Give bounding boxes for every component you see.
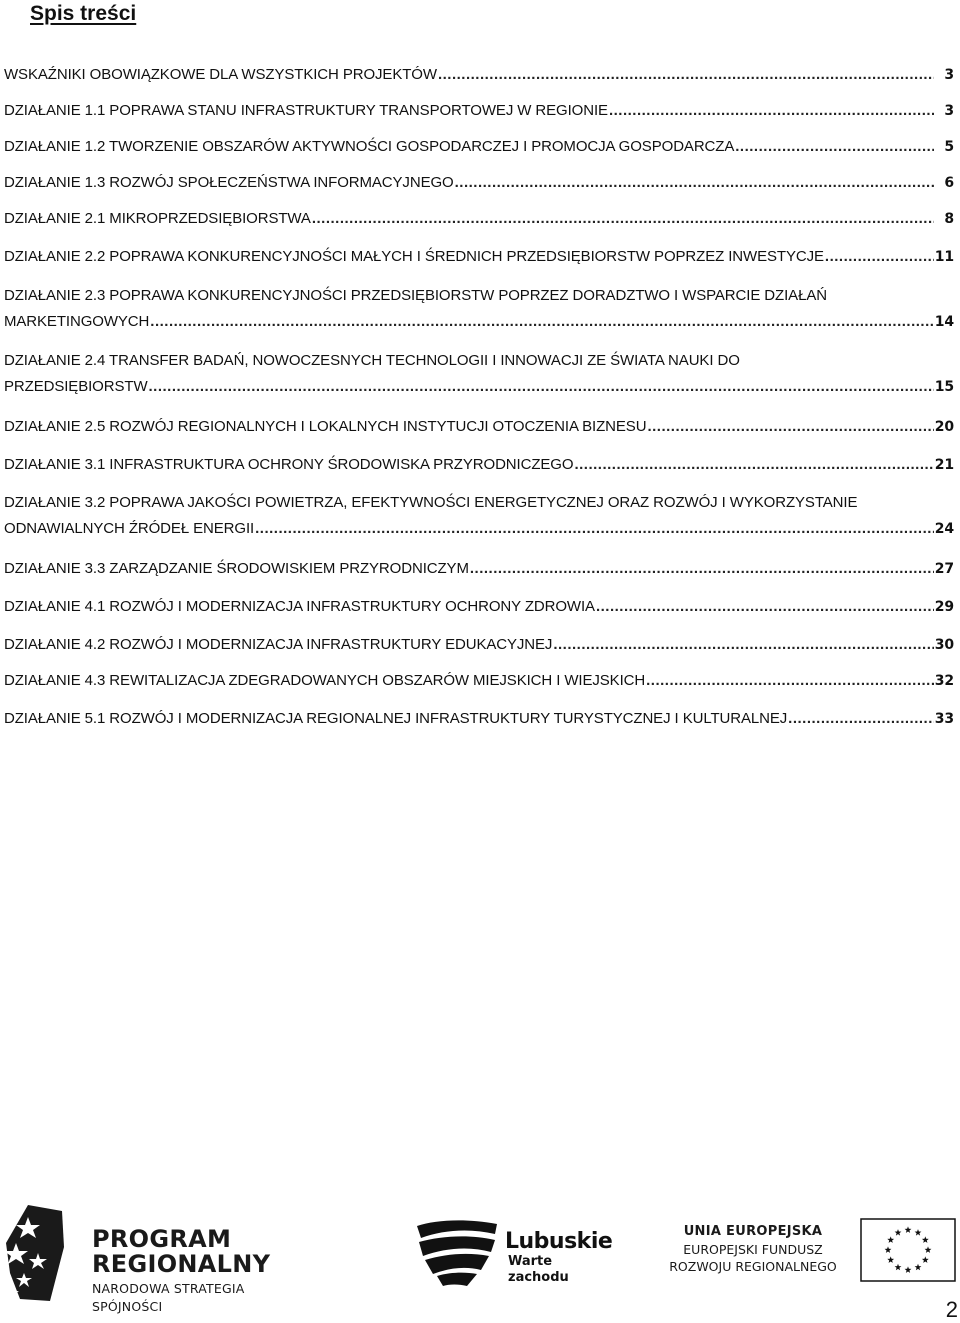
- toc-entry-title: DZIAŁANIE 3.3 ZARZĄDZANIE ŚRODOWISKIEM PRZYRODNICZYM: [4, 560, 469, 577]
- toc-entry-title: DZIAŁANIE 1.2 TWORZENIE OBSZARÓW AKTYWNOŚCI GOSPODARCZEJ I PROMOCJA GOSPODARCZA: [4, 138, 735, 155]
- toc-entry-title-continued: ODNAWIALNYCH ŹRÓDEŁ ENERGII: [4, 520, 255, 537]
- eu-flag-icon: [860, 1218, 956, 1282]
- program-regionalny-logo: [6, 1203, 316, 1314]
- toc-leader-dots: [596, 594, 934, 620]
- toc-leader-dots: [553, 632, 934, 658]
- eu-line3: ROZWOJU REGIONALNEGO: [669, 1259, 837, 1274]
- toc-leader-dots: [574, 452, 934, 478]
- toc-entry-title: DZIAŁANIE 2.1 MIKROPRZEDSIĘBIORSTWA: [4, 210, 311, 227]
- toc-leader-dots: [825, 244, 934, 270]
- lubuskie-logo-icon: [415, 1218, 499, 1288]
- toc-page-number: 14: [934, 314, 954, 330]
- toc-page-number: 24: [934, 521, 954, 537]
- toc-page-number: 33: [934, 711, 954, 727]
- toc-leader-dots: [609, 98, 934, 124]
- toc-page-number: 27: [934, 561, 954, 577]
- lubuskie-name: Lubuskie: [505, 1229, 613, 1254]
- toc-leader-dots: [438, 62, 934, 88]
- star-logo-icon: [6, 1203, 68, 1303]
- toc-entry-title: DZIAŁANIE 4.3 REWITALIZACJA ZDEGRADOWANYCH OBSZARÓW MIEJSKICH I WIEJSKICH: [4, 672, 646, 689]
- eu-fund-text: [658, 1222, 848, 1275]
- toc-entry[interactable]: [0, 556, 960, 582]
- toc-page-number: 8: [944, 211, 954, 227]
- toc-leader-dots: [735, 134, 934, 160]
- toc-page-number: 11: [934, 249, 954, 265]
- toc-entry[interactable]: [0, 283, 960, 335]
- toc-leader-dots: [455, 170, 934, 196]
- toc-entry-title: DZIAŁANIE 4.1 ROZWÓJ I MODERNIZACJA INFRASTRUKTURY OCHRONY ZDROWIA: [4, 598, 595, 615]
- program-logo-line2: REGIONALNY: [92, 1250, 271, 1278]
- toc-leader-dots: [150, 309, 934, 335]
- toc-entry[interactable]: [0, 452, 960, 478]
- toc-entry-title: DZIAŁANIE 2.4 TRANSFER BADAŃ, NOWOCZESNYCH TECHNOLOGII I INNOWACJI ZE ŚWIATA NAUKI DO: [4, 352, 740, 369]
- eu-line1: UNIA EUROPEJSKA: [683, 1224, 823, 1239]
- toc-entry-title: DZIAŁANIE 2.5 ROZWÓJ REGIONALNYCH I LOKALNYCH INSTYTUCJI OTOCZENIA BIZNESU: [4, 418, 647, 435]
- toc-page-number: 20: [934, 419, 954, 435]
- toc-entry[interactable]: [0, 490, 960, 542]
- footer-logos: [0, 1200, 960, 1314]
- page-number: 2: [945, 1297, 958, 1322]
- toc-leader-dots: [647, 414, 934, 440]
- toc-entry[interactable]: [0, 414, 960, 440]
- toc-leader-dots: [149, 374, 934, 400]
- toc-entry-title: DZIAŁANIE 1.3 ROZWÓJ SPOŁECZEŃSTWA INFORMACYJNEGO: [4, 174, 454, 191]
- toc-entry[interactable]: [0, 134, 960, 160]
- lubuskie-logo: [415, 1218, 615, 1288]
- toc-entry-title-continued: MARKETINGOWYCH: [4, 313, 150, 330]
- program-logo-line3: NARODOWA STRATEGIA SPÓJNOŚCI: [92, 1281, 245, 1314]
- toc-page-number: 32: [934, 673, 954, 689]
- toc-entry-title: DZIAŁANIE 5.1 ROZWÓJ I MODERNIZACJA REGIONALNEJ INFRASTRUKTURY TURYSTYCZNEJ I KULTURALNEJ: [4, 710, 788, 727]
- toc-page-number: 3: [944, 103, 954, 119]
- toc-leader-dots: [470, 556, 934, 582]
- toc-entry-title: DZIAŁANIE 3.2 POPRAWA JAKOŚCI POWIETRZA, EFEKTYWNOŚCI ENERGETYCZNEJ ORAZ ROZWÓJ I WYKORZYSTANIE: [4, 494, 858, 511]
- toc-page-number: 21: [934, 457, 954, 473]
- toc-entry[interactable]: [0, 632, 960, 658]
- toc-entry-title: WSKAŹNIKI OBOWIĄZKOWE DLA WSZYSTKICH PROJEKTÓW: [4, 66, 437, 83]
- toc-page-number: 3: [944, 67, 954, 83]
- toc-page-number: 6: [944, 175, 954, 191]
- toc-page-number: 29: [934, 599, 954, 615]
- toc-entry[interactable]: [0, 170, 960, 196]
- toc-entry[interactable]: [0, 668, 960, 694]
- program-logo-line1: PROGRAM: [92, 1225, 232, 1253]
- toc-page-number: 5: [944, 139, 954, 155]
- toc-leader-dots: [646, 668, 934, 694]
- toc-entry-title-continued: PRZEDSIĘBIORSTW: [4, 378, 148, 395]
- toc-page-number: 30: [934, 637, 954, 653]
- toc-entry-title: DZIAŁANIE 2.3 POPRAWA KONKURENCYJNOŚCI PRZEDSIĘBIORSTW POPRZEZ DORADZTWO I WSPARCIE DZIAŁAŃ: [4, 287, 827, 304]
- toc-entry[interactable]: [0, 62, 960, 88]
- toc-entry[interactable]: [0, 206, 960, 232]
- toc-leader-dots: [788, 706, 934, 732]
- lubuskie-tagline: Warte zachodu: [508, 1254, 569, 1285]
- toc-entry[interactable]: [0, 244, 960, 270]
- toc-entry-title: DZIAŁANIE 3.1 INFRASTRUKTURA OCHRONY ŚRODOWISKA PRZYRODNICZEGO: [4, 456, 574, 473]
- toc-entry-title: DZIAŁANIE 1.1 POPRAWA STANU INFRASTRUKTURY TRANSPORTOWEJ W REGIONIE: [4, 102, 608, 119]
- toc-entry[interactable]: [0, 348, 960, 400]
- toc-leader-dots: [255, 516, 934, 542]
- toc-entry[interactable]: [0, 594, 960, 620]
- toc-entry-title: DZIAŁANIE 4.2 ROZWÓJ I MODERNIZACJA INFRASTRUKTURY EDUKACYJNEJ: [4, 636, 553, 653]
- toc-leader-dots: [312, 206, 934, 232]
- toc-entry-title: DZIAŁANIE 2.2 POPRAWA KONKURENCYJNOŚCI MAŁYCH I ŚREDNICH PRZEDSIĘBIORSTW POPRZEZ INWESTYCJE: [4, 248, 824, 265]
- eu-line2: EUROPEJSKI FUNDUSZ: [683, 1242, 823, 1257]
- toc-entry[interactable]: [0, 98, 960, 124]
- toc-entry[interactable]: [0, 706, 960, 732]
- toc-title: Spis treści: [30, 2, 137, 25]
- toc-page-number: 15: [934, 379, 954, 395]
